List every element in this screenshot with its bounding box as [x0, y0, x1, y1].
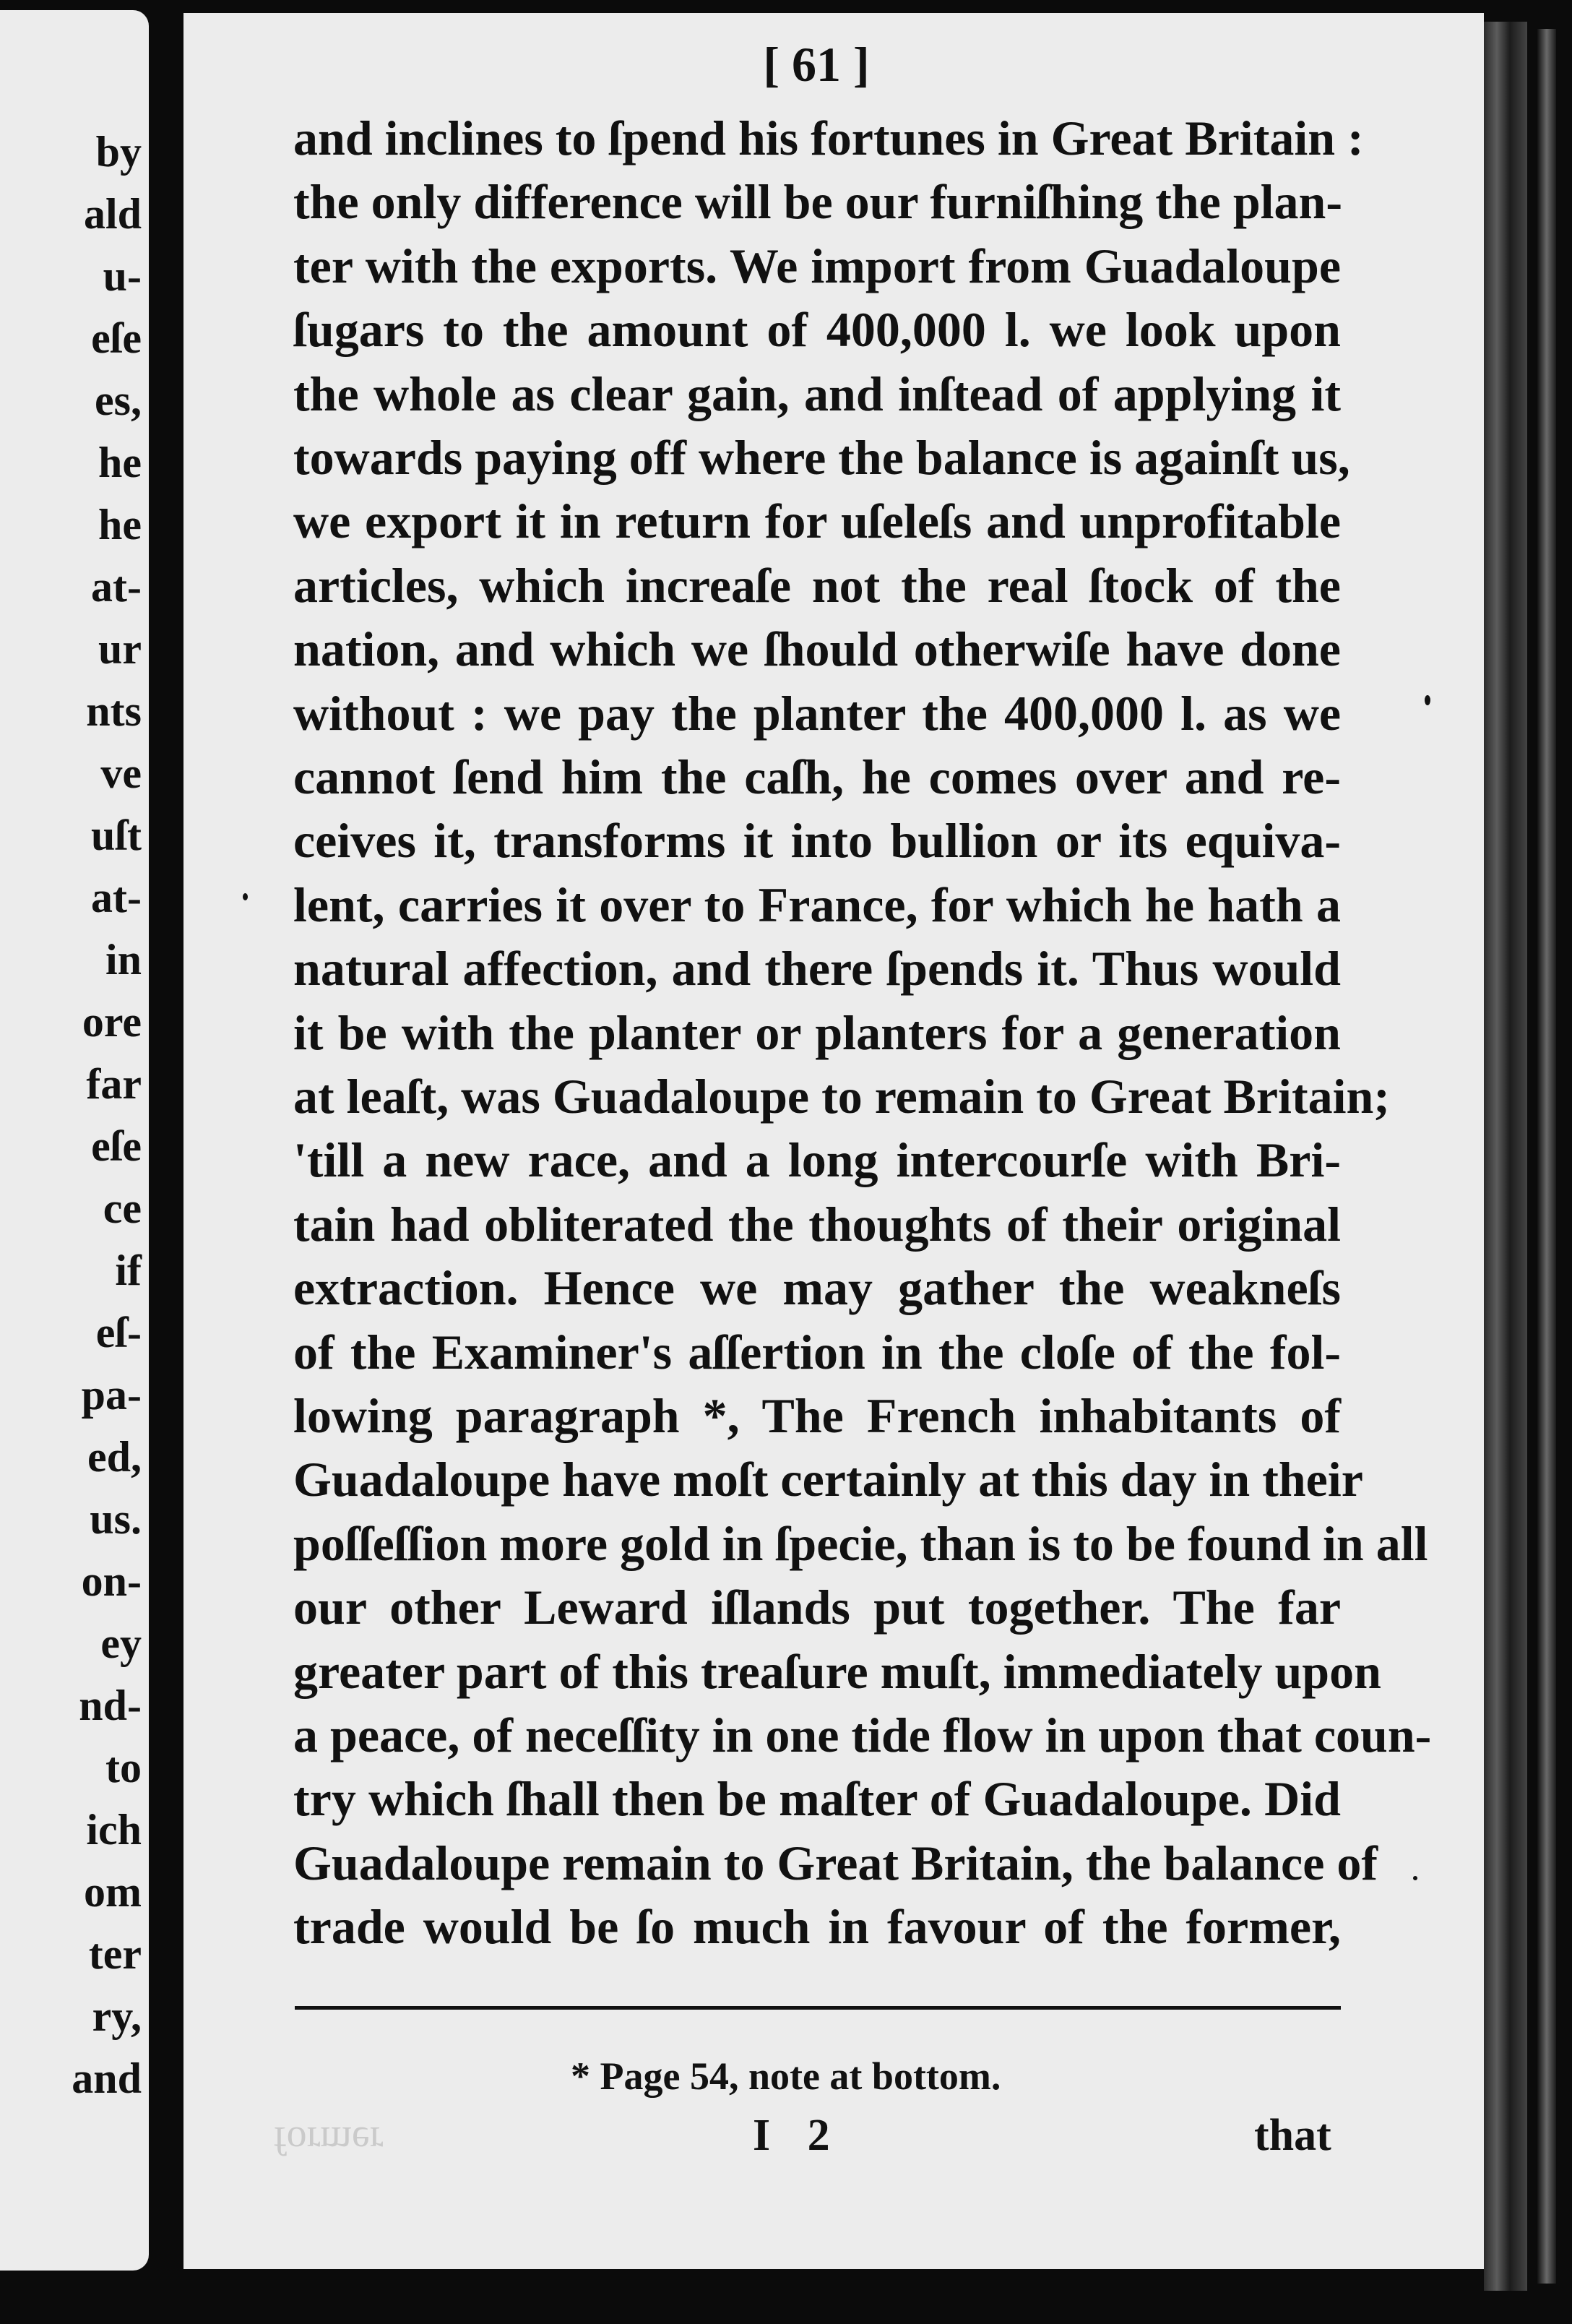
page-edge-highlight	[1537, 29, 1556, 2284]
left-page-word-fragment: ce	[103, 1184, 142, 1232]
body-line: try which ſhall then be maſter of Guadaloupe. Did	[293, 1771, 1341, 1826]
left-page-word-fragment: and	[72, 2054, 142, 2102]
ink-speck	[243, 893, 248, 900]
body-line: lowing paragraph *, The French inhabitants of	[293, 1388, 1341, 1443]
page-number: [ 61 ]	[763, 37, 870, 92]
body-line: the only difference will be our furniſhing the plan-	[293, 174, 1343, 229]
body-line: our other Leward iſlands put together. The far	[293, 1580, 1341, 1635]
body-line: a peace, of neceſſity in one tide flow in upon that coun-	[293, 1708, 1432, 1763]
ink-speck	[1425, 695, 1430, 705]
body-line: ceives it, transforms it into bullion or its equiva-	[293, 813, 1341, 868]
left-page-fragment	[0, 10, 149, 2271]
body-line: tain had obliterated the thoughts of their original	[293, 1197, 1341, 1252]
left-page-word-fragment: eſe	[91, 1122, 142, 1170]
left-page-word-fragment: pa-	[81, 1371, 142, 1419]
left-page-word-fragment: ter	[88, 1930, 142, 1978]
left-page-word-fragment: om	[84, 1868, 142, 1916]
left-page-word-fragment: in	[105, 936, 142, 984]
left-page-word-fragment: at-	[91, 874, 142, 921]
body-line: of the Examiner's aſſertion in the cloſe of the fol-	[293, 1325, 1341, 1380]
body-line: without : we pay the planter the 400,000 l. as we	[293, 686, 1341, 741]
body-line: trade would be ſo much in favour of the former,	[293, 1899, 1341, 1954]
left-page-word-fragment: uſt	[90, 812, 142, 859]
left-page-word-fragment: ey	[100, 1619, 142, 1667]
left-page-word-fragment: ed,	[87, 1433, 142, 1481]
body-line: and inclines to ſpend his fortunes in Great Britain :	[293, 111, 1364, 165]
body-line: the whole as clear gain, and inſtead of applying it	[293, 366, 1341, 421]
body-line: nation, and which we ſhould otherwiſe have done	[293, 621, 1341, 676]
show-through-text: former	[273, 2118, 384, 2163]
left-page-word-fragment: ry,	[92, 1992, 142, 2040]
left-page-word-fragment: ve	[100, 749, 142, 797]
body-line: towards paying off where the balance is againſt us,	[293, 430, 1350, 485]
body-line: it be with the planter or planters for a generation	[293, 1005, 1341, 1060]
body-line: greater part of this treaſure muſt, immediately upon	[293, 1644, 1381, 1699]
body-line: we export it in return for uſeleſs and unprofitable	[293, 494, 1341, 548]
footnote-rule	[295, 2006, 1341, 2010]
left-page-word-fragment: by	[95, 128, 142, 176]
left-page-word-fragment: us.	[90, 1495, 142, 1543]
left-page-word-fragment: ich	[86, 1806, 142, 1854]
body-line: cannot ſend him the caſh, he comes over and re-	[293, 749, 1341, 804]
left-page-word-fragment: u-	[103, 252, 142, 300]
body-line: lent, carries it over to France, for which he hath a	[293, 877, 1341, 932]
left-page-word-fragment: nts	[86, 687, 142, 735]
body-line: at leaſt, was Guadaloupe to remain to Great Britain;	[293, 1069, 1390, 1124]
footnote: * Page 54, note at bottom.	[571, 2054, 1001, 2098]
left-page-word-fragment: nd-	[79, 1682, 142, 1729]
page-edge-shadow	[1484, 22, 1527, 2291]
left-page-word-fragment: ore	[82, 998, 142, 1046]
body-line: extraction. Hence we may gather the weakneſs	[293, 1260, 1341, 1315]
left-page-word-fragment: ur	[98, 625, 142, 673]
left-page-word-fragment: eſ-	[95, 1309, 142, 1356]
left-page-word-fragment: ald	[83, 190, 142, 238]
body-line: poſſeſſion more gold in ſpecie, than is to be found in all	[293, 1516, 1428, 1571]
left-page-word-fragment: far	[86, 1060, 142, 1108]
body-line: Guadaloupe have moſt certainly at this day in their	[293, 1452, 1363, 1507]
body-line: ſugars to the amount of 400,000 l. we look upon	[293, 302, 1341, 357]
left-page-word-fragment: to	[105, 1744, 142, 1791]
body-line: articles, which increaſe not the real ſtock of the	[293, 558, 1341, 613]
left-page-word-fragment: at-	[91, 563, 142, 611]
ink-speck	[1413, 1876, 1417, 1880]
catchword: that	[1254, 2111, 1331, 2160]
left-page-word-fragment: he	[98, 501, 142, 548]
body-line: Guadaloupe remain to Great Britain, the balance of	[293, 1835, 1378, 1890]
left-page-word-fragment: if	[115, 1247, 142, 1294]
left-page-word-fragment: es,	[95, 376, 142, 424]
left-page-word-fragment: he	[98, 439, 142, 486]
body-line: natural affection, and there ſpends it. Thus would	[293, 941, 1341, 996]
signature-mark: I 2	[753, 2111, 843, 2160]
body-line: 'till a new race, and a long intercourſe with Bri-	[293, 1132, 1341, 1187]
left-page-word-fragment: eſe	[91, 314, 142, 362]
left-page-word-fragment: on-	[81, 1557, 142, 1605]
body-line: ter with the exports. We import from Guadaloupe	[293, 238, 1341, 293]
